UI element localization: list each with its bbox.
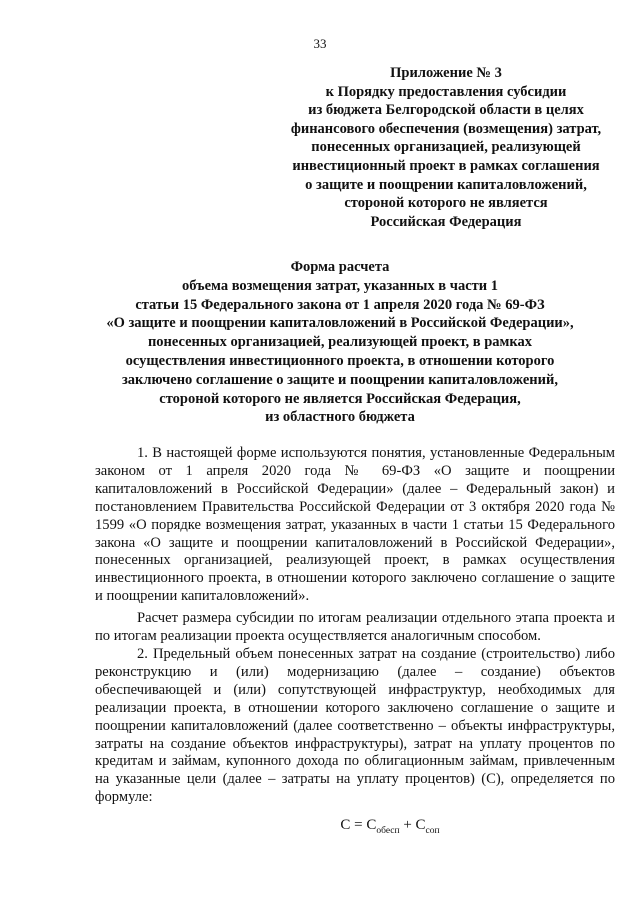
appendix-heading (268, 64, 624, 231)
paragraph-3: 2. Предельный объем понесенных затрат на создание (строительство) либо реконструкцию и (или) модернизацию (далее – создание) объектов обеспечивающей и (или) сопутствующей инфраструктур, необходимых для реализации проекта, в отношении которого заключено соглашение о защите и поощрении капиталовложений (далее соответственно – объекты инфраструктуры, затраты на создание объектов инфраструктуры), затрат на уплату процентов по кредитам и займам, купонного дохода по облигационным займам, привлеченным на указанные цели (далее – затраты на уплату процентов) (С), определяется по формуле: (95, 645, 615, 806)
form-title-line: Форма расчета (290, 259, 390, 275)
appendix-line: Приложение № 3 (390, 65, 502, 81)
form-title (90, 258, 590, 427)
appendix-line: из бюджета Белгородской области в целях (308, 102, 584, 119)
formula-plus: + С (399, 817, 426, 834)
appendix-line: о защите и поощрении капиталовложений, (305, 176, 587, 193)
appendix-line: инвестиционный проект в рамках соглашения (292, 157, 600, 174)
form-title-line: заключено соглашение о защите и поощрении капиталовложений, (121, 371, 558, 388)
form-title-line: понесенных организацией, реализующей проект, в рамках (147, 334, 533, 351)
formula (95, 817, 615, 841)
form-title-line: статьи 15 Федерального закона от 1 апреля 2020 года № 69-ФЗ (135, 296, 545, 313)
page-number: 33 (313, 36, 327, 51)
appendix-line: понесенных организацией, реализующей (311, 139, 581, 156)
appendix-line: финансового обеспечения (возмещения) затрат, (290, 120, 602, 137)
form-title-line: «О защите и поощрении капиталовложений в Российской Федерации», (106, 315, 574, 332)
form-title-line: из областного бюджета (265, 409, 415, 426)
formula-sub-obesp: обесп (376, 826, 400, 837)
appendix-line: к Порядку предоставления субсидии (325, 83, 567, 100)
appendix-line: стороной которого не является (344, 195, 548, 212)
formula-lhs: С = С (340, 817, 377, 834)
paragraph-2: Расчет размера субсидии по итогам реализации отдельного этапа проекта и по итогам реализации проекта осуществляется аналогичным способом. (95, 610, 615, 645)
body-text (95, 445, 615, 841)
form-title-line: стороной которого не является Российская Федерация, (159, 390, 521, 407)
form-title-line: объема возмещения затрат, указанных в части 1 (182, 277, 498, 294)
paragraph-1: 1. В настоящей форме используются понятия, установленные Федеральным законом от 1 апреля 2020 года № 69-ФЗ «О защите и поощрении капиталовложений в Российской Федерации» (далее – Федеральный закон) и постановлением Правительства Российской Федерации от 3 октября 2020 года № 1599 «О порядке возмещения затрат, указанных в части 1 статьи 15 Федерального закона «О защите и поощрении капиталовложений в Российской Федерации», понесенных организацией, реализующей проект, в рамках осуществления инвестиционного проекта, в отношении которого заключено соглашение о защите и поощрении капиталовложений». (95, 445, 615, 605)
appendix-line: Российская Федерация (370, 213, 522, 230)
form-title-line: осуществления инвестиционного проекта, в отношении которого (125, 352, 555, 369)
formula-sub-sop: соп (425, 826, 440, 837)
